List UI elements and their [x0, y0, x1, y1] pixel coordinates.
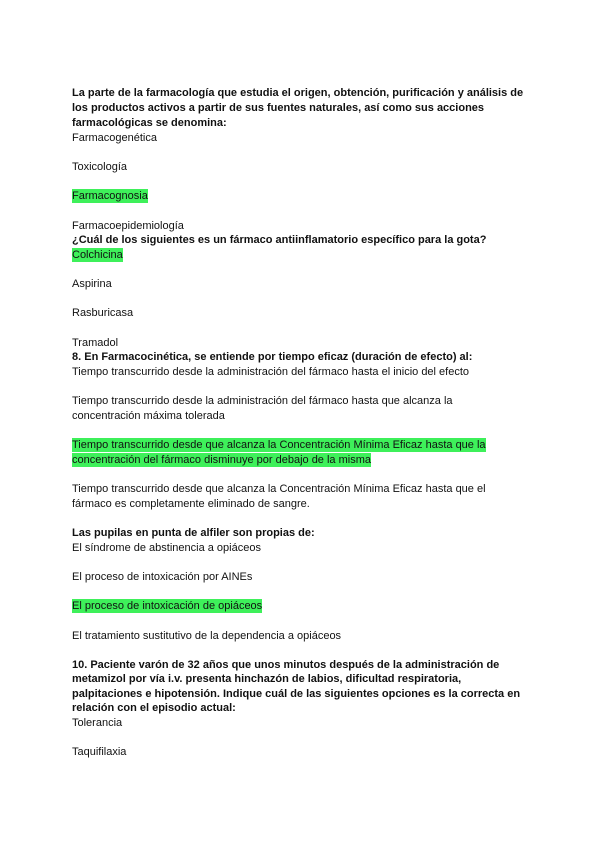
- question-4-option-b: El proceso de intoxicación por AINEs: [72, 571, 253, 583]
- question-4-option-correct: El proceso de intoxicación de opiáceos: [72, 600, 263, 612]
- question-5-line-1: 10. Paciente varón de 32 años que unos minutos después de la administración de: [72, 659, 500, 671]
- question-3-option-b-line-2: concentración máxima tolerada: [72, 410, 225, 422]
- question-3-option-correct-line-1: Tiempo transcurrido desde que alcanza la Concentración Mínima Eficaz hasta que la: [72, 439, 486, 451]
- question-1-line-2: los productos activos a partir de sus fuentes naturales, así como sus acciones: [72, 102, 485, 114]
- question-3-option-a: Tiempo transcurrido desde la administración del fármaco hasta el inicio del efecto: [72, 366, 470, 378]
- question-1-line-3: farmacológicas se denomina:: [72, 117, 227, 129]
- question-3-option-correct-line-2: concentración del fármaco disminuye por debajo de la misma: [72, 454, 371, 466]
- question-2-option-c: Rasburicasa: [72, 307, 134, 319]
- question-3-option-d-line-2: fármaco es completamente eliminado de sangre.: [72, 498, 310, 510]
- question-1-option-a: Farmacogenética: [72, 132, 157, 144]
- question-1-option-d: Farmacoepidemiología: [72, 220, 184, 232]
- question-4-text: Las pupilas en punta de alfiler son propias de:: [72, 527, 315, 539]
- question-1-option-b: Toxicología: [72, 161, 128, 173]
- question-3-option-b-line-1: Tiempo transcurrido desde la administración del fármaco hasta que alcanza la: [72, 395, 453, 407]
- question-4-option-a: El síndrome de abstinencia a opiáceos: [72, 542, 261, 554]
- question-5-line-2: metamizol por vía i.v. presenta hinchazón de labios, dificultad respiratoria,: [72, 673, 462, 685]
- question-1-option-correct: Farmacognosia: [72, 190, 148, 202]
- question-4-option-d: El tratamiento sustitutivo de la dependencia a opiáceos: [72, 630, 342, 642]
- question-2-option-d: Tramadol: [72, 337, 119, 349]
- question-3-text: 8. En Farmacocinética, se entiende por tiempo eficaz (duración de efecto) al:: [72, 351, 473, 363]
- question-2-option-b: Aspirina: [72, 278, 112, 290]
- question-2-text: ¿Cuál de los siguientes es un fármaco antiinflamatorio específico para la gota?: [72, 234, 487, 246]
- question-5-line-4: relación con el episodio actual:: [72, 702, 236, 714]
- question-3-option-d-line-1: Tiempo transcurrido desde que alcanza la Concentración Mínima Eficaz hasta que el: [72, 483, 486, 495]
- question-5-option-b: Taquifilaxia: [72, 746, 127, 758]
- question-5-option-a: Tolerancia: [72, 717, 123, 729]
- question-1-line-1: La parte de la farmacología que estudia el origen, obtención, purificación y análisis de: [72, 87, 524, 99]
- question-2-option-correct: Colchicina: [72, 249, 123, 261]
- question-5-line-3: palpitaciones e hipotensión. Indique cuál de las siguientes opciones es la correcta en: [72, 688, 521, 700]
